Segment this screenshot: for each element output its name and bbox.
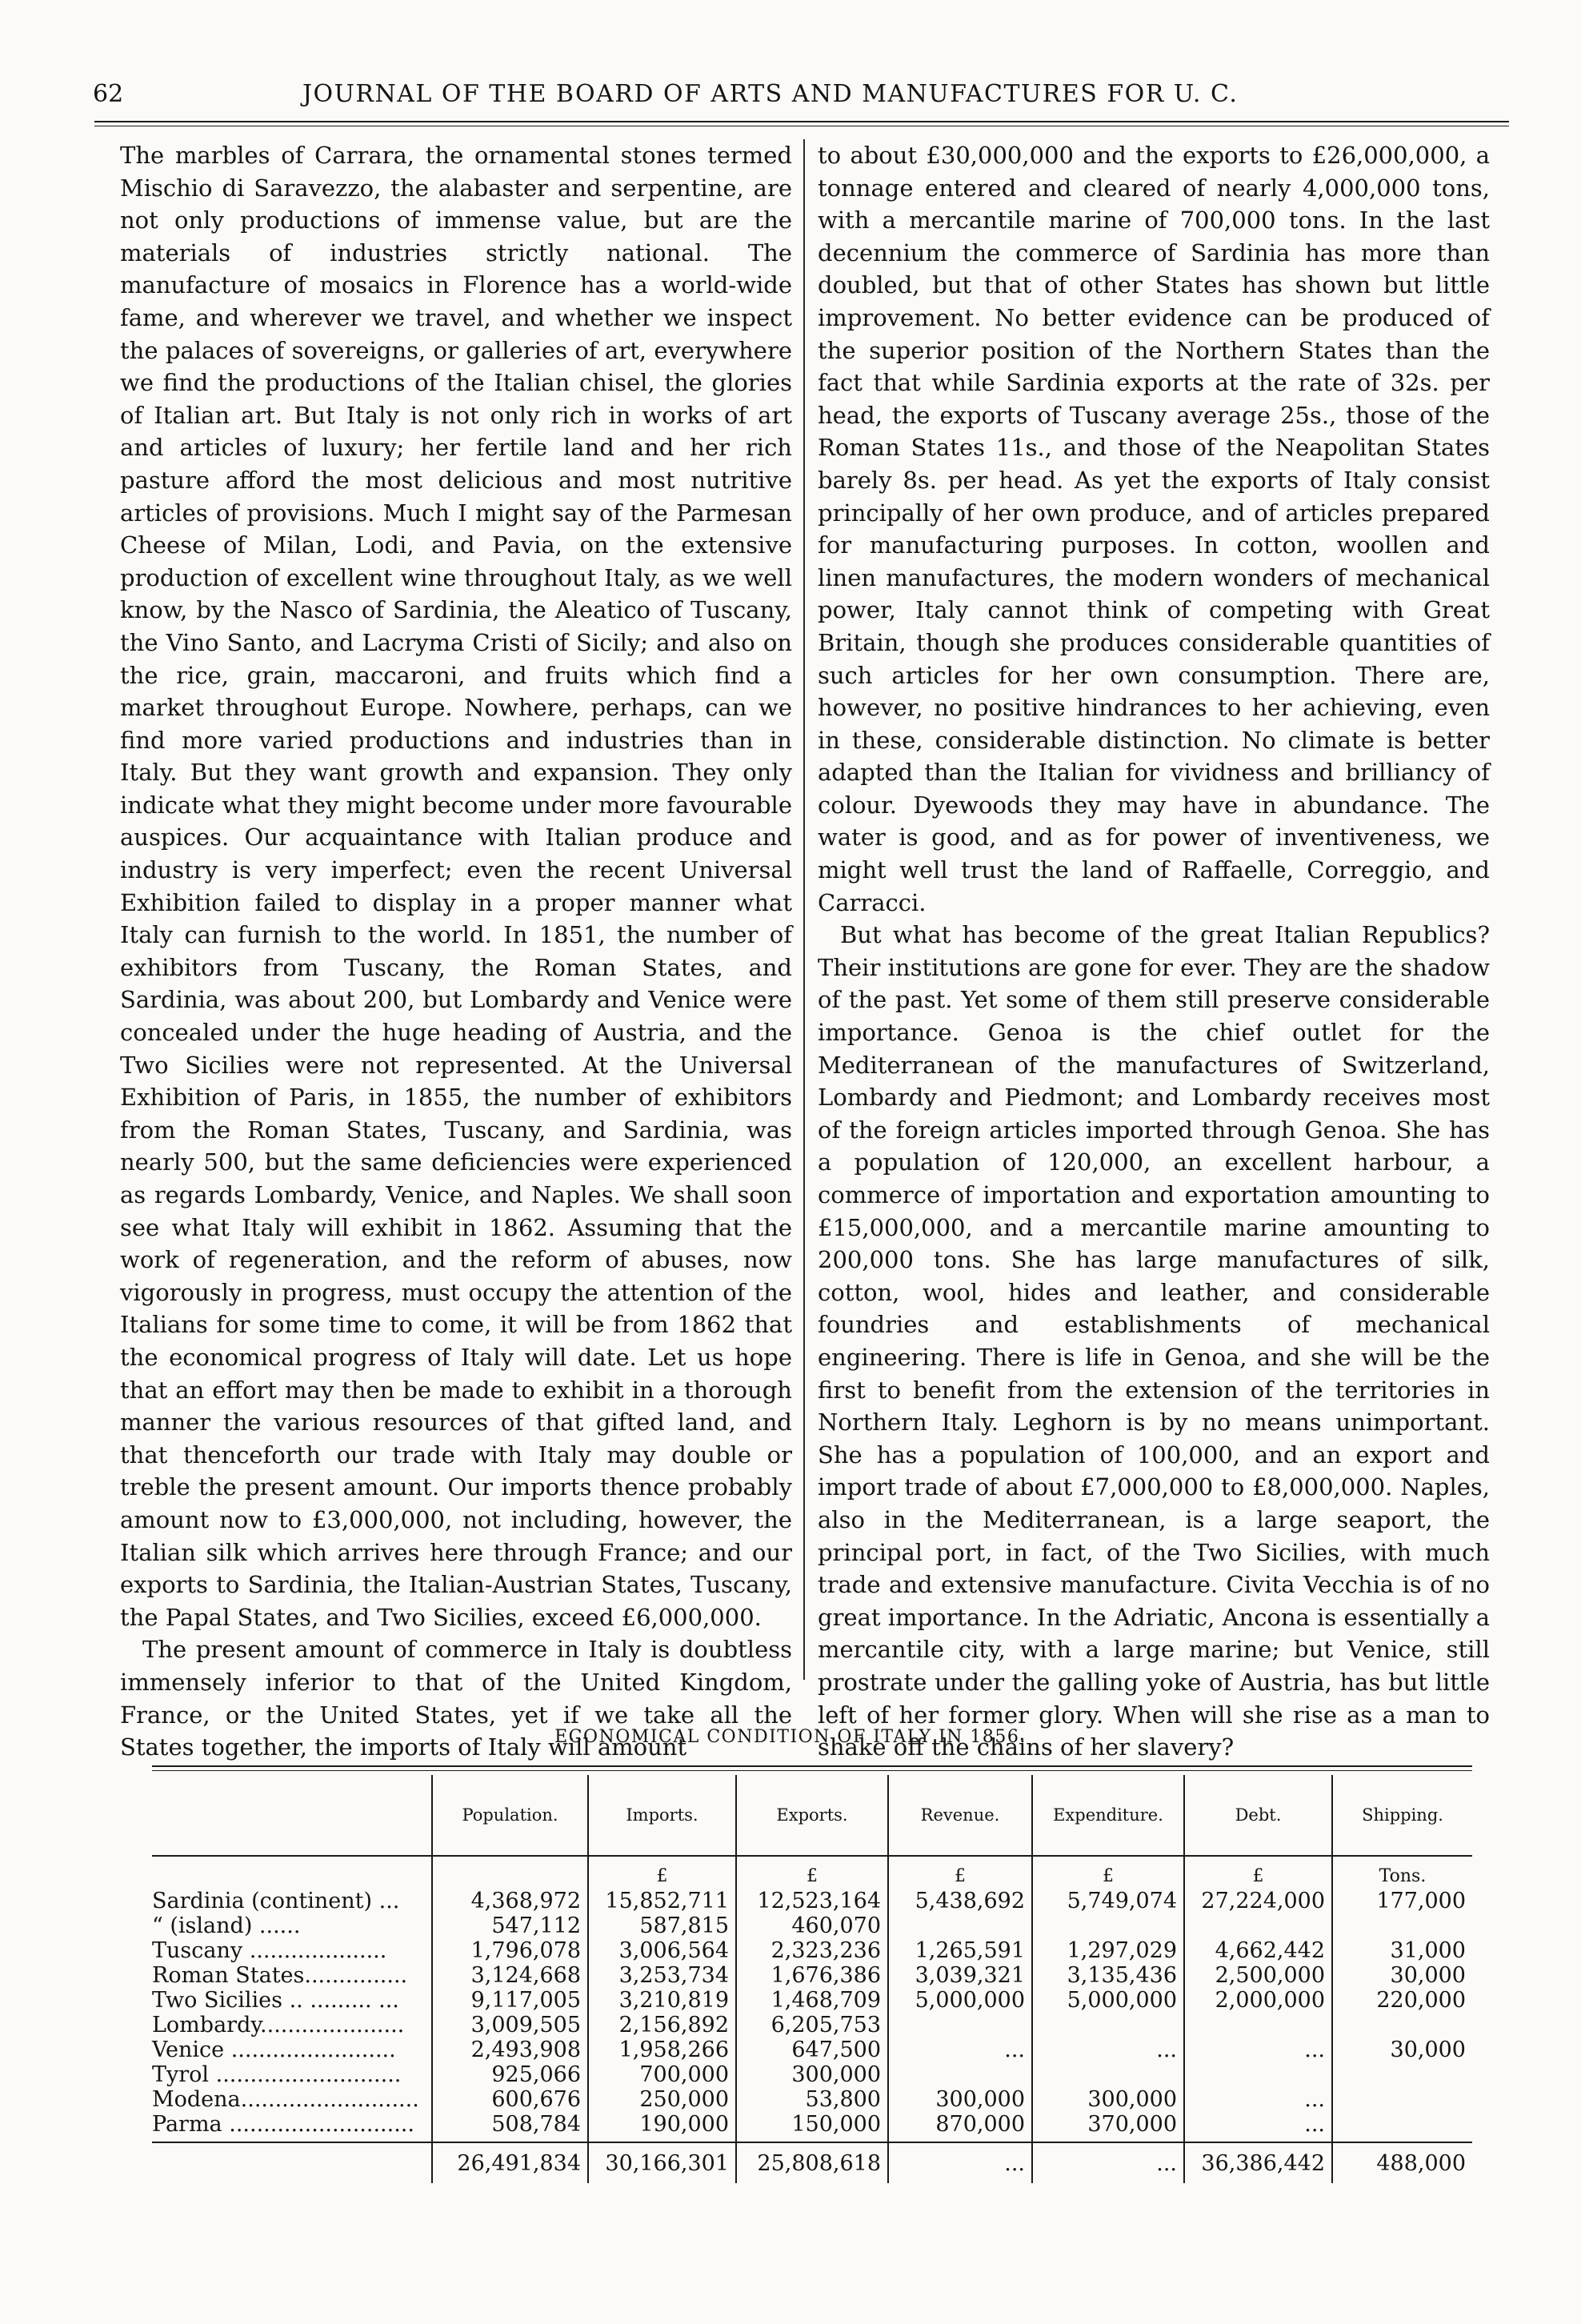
table-row-label: Parma ........................... — [152, 2112, 414, 2137]
table-cell: £ — [1184, 1856, 1332, 1889]
table-row-label: Tuscany .................... — [152, 1938, 387, 1963]
table-cell: 1,468,709 — [736, 1988, 888, 2013]
table-cell: 587,815 — [588, 1913, 736, 1938]
column-divider — [803, 139, 805, 1680]
table-cell: ... — [1032, 2038, 1184, 2062]
table-cell — [888, 2137, 1032, 2142]
table-cell: Tons. — [1332, 1856, 1472, 1889]
table-cell: ... — [1184, 2038, 1332, 2062]
table-cell: 25,808,618 — [736, 2142, 888, 2183]
page-number: 62 — [93, 80, 124, 108]
table-cell: £ — [888, 1856, 1032, 1889]
table-cell — [432, 1856, 588, 1889]
table-cell: 4,368,972 — [432, 1889, 588, 1913]
table-header-revenue: Revenue. — [888, 1775, 1032, 1856]
table-cell — [1032, 2137, 1184, 2142]
table-header-population: Population. — [432, 1775, 588, 1856]
table-header-shipping: Shipping. — [1332, 1775, 1472, 1856]
table-top-rule-secondary — [152, 1770, 1472, 1771]
table-cell — [152, 1856, 432, 1889]
table-cell — [588, 2137, 736, 2142]
table-row-label: Modena.......................... — [152, 2087, 419, 2112]
table-row — [152, 1889, 1472, 1913]
table-row — [152, 1938, 1472, 1963]
table-cell: 460,070 — [736, 1913, 888, 1938]
table-cell: 3,210,819 — [588, 1988, 736, 2013]
table-cell: 1,297,029 — [1032, 1938, 1184, 1963]
table-cell: 2,000,000 — [1184, 1988, 1332, 2013]
table-cell: ... — [1184, 2087, 1332, 2112]
paragraph: to about £30,000,000 and the exports to £26,000,000, a tonnage entered and cleared of nearly 4,000,000 tons, with a mercantile marine of 700,000 tons. In the last decennium the commerce of Sardinia has more than doubled, but that of other States has shown but little improvement. No better evidence can be produced of the superior position of the Northern States than the fact that while Sardinia exports at the rate of 32s. per head, the exports of Tuscany average 25s., those of the Roman States 11s., and those of the Neapolitan States barely 8s. per head. As yet the exports of Italy consist principally of her own produce, and of articles prepared for manufacturing purposes. In cotton, woollen and linen manufactures, the modern wonders of mechanical power, Italy cannot think of competing with Great Britain, though she produces considerable quantities of such articles for her own consumption. There are, however, no positive hindrances to her achieving, even in these, considerable distinction. No climate is better adapted than the Italian for vividness and brilliancy of colour. Dyewoods they may have in abundance. The water is good, and as for power of inventiveness, we might well trust the land of Raffaelle, Correggio, and Carracci. — [818, 142, 1490, 916]
table-cell: 5,438,692 — [888, 1889, 1032, 1913]
header-rule — [94, 121, 1509, 122]
table-cell — [1332, 2137, 1472, 2142]
table-cell: 177,000 — [1332, 1889, 1472, 1913]
table-spacer — [152, 2137, 1472, 2142]
table-cell: 30,000 — [1332, 2038, 1472, 2062]
table-cell: 150,000 — [736, 2112, 888, 2137]
table-cell: ... — [888, 2142, 1032, 2183]
table-cell: 27,224,000 — [1184, 1889, 1332, 1913]
table-cell: 4,662,442 — [1184, 1938, 1332, 1963]
table-row — [152, 2062, 1472, 2087]
table-cell — [152, 2137, 432, 2142]
table-cell: 647,500 — [736, 2038, 888, 2062]
table-cell — [1332, 2087, 1472, 2112]
table-cell: 870,000 — [888, 2112, 1032, 2137]
table-row-label: Roman States............... — [152, 1963, 408, 1988]
table-top-rule — [152, 1765, 1472, 1767]
table-cell: 1,796,078 — [432, 1938, 588, 1963]
table-cell: 3,124,668 — [432, 1963, 588, 1988]
table-cell — [888, 2062, 1032, 2087]
table-cell: 1,265,591 — [888, 1938, 1032, 1963]
table-cell: ... — [1032, 2142, 1184, 2183]
table-caption: ECONOMICAL CONDITION OF ITALY IN 1856. — [554, 1727, 1027, 1747]
table-row — [152, 2038, 1472, 2062]
table-cell — [432, 2137, 588, 2142]
table-row — [152, 2112, 1472, 2137]
table-header-imports: Imports. — [588, 1775, 736, 1856]
table-cell: 9,117,005 — [432, 1988, 588, 2013]
right-column — [818, 139, 1490, 1764]
table-cell — [1332, 2013, 1472, 2038]
table-row — [152, 2013, 1472, 2038]
table-cell: 2,493,908 — [432, 2038, 588, 2062]
table-cell: 3,009,505 — [432, 2013, 588, 2038]
paragraph: But what has become of the great Italian Republics? Their institutions are gone for ever. They are the shadow of the past. Yet some of them still preserve considerable importance. Genoa is the chief outlet for the Mediterranean of the manufactures of Switzerland, Lombardy and Piedmont; and Lombardy receives most of the foreign articles imported through Genoa. She has a population of 120,000, an excellent harbour, a commerce of importation and exportation amounting to £15,000,000, and a mercantile marine amounting to 200,000 tons. She has large manufactures of silk, cotton, wool, hides and leather, and considerable foundries and establishments of mechanical engineering. There is life in Genoa, and she will be the first to benefit from the extension of the territories in Northern Italy. Leghorn is by no means unimportant. She has a population of 100,000, and an export and import trade of about £7,000,000 to £8,000,000. Naples, also in the Mediterranean, is a large seaport, the principal port, in fact, of the Two Sicilies, with much trade and extensive manufacture. Civita Vecchia is of no great importance. In the Adriatic, Ancona is essentially a mercantile city, with a large marine; but Venice, still prostrate under the galling yoke of Austria, has but little left of her former glory. When will she rise as a man to shake off the chains of her slavery? — [818, 921, 1490, 1761]
table-cell — [1184, 2137, 1332, 2142]
table-cell: 488,000 — [1332, 2142, 1472, 2183]
table-row-label: Venice ........................ — [152, 2038, 396, 2062]
table-cell: 3,135,436 — [1032, 1963, 1184, 1988]
table-cell: 700,000 — [588, 2062, 736, 2087]
table-header-corner — [152, 1775, 432, 1856]
table-row-label: Two Sicilies .. ......... ... — [152, 1988, 399, 2013]
table-row — [152, 2087, 1472, 2112]
table-row — [152, 1988, 1472, 2013]
table-cell: 5,000,000 — [1032, 1988, 1184, 2013]
left-column — [120, 139, 792, 1764]
table-cell: 250,000 — [588, 2087, 736, 2112]
table-cell — [888, 2013, 1032, 2038]
table-cell: 370,000 — [1032, 2112, 1184, 2137]
table-cell — [1332, 2112, 1472, 2137]
table-cell: 15,852,711 — [588, 1889, 736, 1913]
table-cell: 925,066 — [432, 2062, 588, 2087]
table-cell — [1184, 1913, 1332, 1938]
table-header-expenditure: Expenditure. — [1032, 1775, 1184, 1856]
table-total-row — [152, 2142, 1472, 2183]
units-row — [152, 1856, 1472, 1889]
table-header-debt: Debt. — [1184, 1775, 1332, 1856]
table-cell — [1332, 1913, 1472, 1938]
table-cell: 1,676,386 — [736, 1963, 888, 1988]
table-cell: 12,523,164 — [736, 1889, 888, 1913]
table-row — [152, 1913, 1472, 1938]
table-row-label — [152, 2142, 432, 2183]
table-cell: 2,156,892 — [588, 2013, 736, 2038]
table-row-label: Lombardy..................... — [152, 2013, 405, 2038]
table-cell: 5,000,000 — [888, 1988, 1032, 2013]
table-cell: 2,500,000 — [1184, 1963, 1332, 1988]
running-head: JOURNAL OF THE BOARD OF ARTS AND MANUFACTURES FOR U. C. — [302, 80, 1239, 108]
table-row — [152, 1963, 1472, 1988]
table-cell: 300,000 — [736, 2062, 888, 2087]
table-cell — [1332, 2062, 1472, 2087]
table-cell: ... — [1184, 2112, 1332, 2137]
table-cell: 36,386,442 — [1184, 2142, 1332, 2183]
table-cell: 2,323,236 — [736, 1938, 888, 1963]
table-cell: 1,958,266 — [588, 2038, 736, 2062]
economic-table — [152, 1775, 1472, 2183]
table-cell: 5,749,074 — [1032, 1889, 1184, 1913]
table-cell — [1032, 2013, 1184, 2038]
table-cell: 30,000 — [1332, 1963, 1472, 1988]
table-cell: 53,800 — [736, 2087, 888, 2112]
table-cell: 508,784 — [432, 2112, 588, 2137]
table-cell: 3,253,734 — [588, 1963, 736, 1988]
table-cell: 31,000 — [1332, 1938, 1472, 1963]
table-row-label: Sardinia (continent) ... — [152, 1889, 400, 1913]
table-header-row — [152, 1775, 1472, 1856]
table-cell: 6,205,753 — [736, 2013, 888, 2038]
table-cell — [1184, 2062, 1332, 2087]
table-row-label: “ (island) ...... — [152, 1913, 301, 1938]
table-cell — [888, 1913, 1032, 1938]
table-cell — [1184, 2013, 1332, 2038]
table-cell — [1032, 1913, 1184, 1938]
table-cell — [1032, 2062, 1184, 2087]
table-cell: 300,000 — [1032, 2087, 1184, 2112]
table-header-exports: Exports. — [736, 1775, 888, 1856]
table-cell: 220,000 — [1332, 1988, 1472, 2013]
table-cell: 547,112 — [432, 1913, 588, 1938]
table-row-label: Tyrol ........................... — [152, 2062, 402, 2087]
table-cell — [736, 2137, 888, 2142]
table-cell: £ — [736, 1856, 888, 1889]
table-cell: £ — [588, 1856, 736, 1889]
table-cell: 3,039,321 — [888, 1963, 1032, 1988]
table-cell: 300,000 — [888, 2087, 1032, 2112]
table-body — [152, 1856, 1472, 2183]
paragraph: The marbles of Carrara, the ornamental stones termed Mischio di Saravezzo, the alabaster and serpentine, are not only productions of immense value, but are the materials of industries strictly national. The manufacture of mosaics in Florence has a world-wide fame, and wherever we travel, and whether we inspect the palaces of sovereigns, or galleries of art, everywhere we find the productions of the Italian chisel, the glories of Italian art. But Italy is not only rich in works of art and articles of luxury; her fertile land and her rich pasture afford the most delicious and most nutritive articles of provisions. Much I might say of the Parmesan Cheese of Milan, Lodi, and Pavia, on the extensive production of excellent wine throughout Italy, as we well know, by the Nasco of Sardinia, the Aleatico of Tuscany, the Vino Santo, and Lacryma Cristi of Sicily; and also on the rice, grain, maccaroni, and fruits which find a market throughout Europe. Nowhere, perhaps, can we find more varied productions and industries than in Italy. But they want growth and expansion. They only indicate what they might become under more favourable auspices. Our acquaintance with Italian produce and industry is very imperfect; even the recent Universal Exhibition failed to display in a proper manner what Italy can furnish to the world. In 1851, the number of exhibitors from Tuscany, the Roman States, and Sardinia, was about 200, but Lombardy and Venice were concealed under the huge heading of Austria, and the Two Sicilies were not represented. At the Universal Exhibition of Paris, in 1855, the number of exhibitors from the Roman States, Tuscany, and Sardinia, was nearly 500, but the same deficiencies were experienced as regards Lombardy, Venice, and Naples. We shall soon see what Italy will exhibit in 1862. Assuming that the work of regeneration, and the reform of abuses, now vigorously in progress, must occupy the attention of the Italians for some time to come, it will be from 1862 that the economical progress of Italy will date. Let us hope that an effort may then be made to exhibit in a thorough manner the various resources of that gifted land, and that thenceforth our trade with Italy may double or treble the present amount. Our imports thence probably amount now to £3,000,000, not including, however, the Italian silk which arrives here through France; and our exports to Sardinia, the Italian-Austrian States, Tuscany, the Papal States, and Two Sicilies, exceed £6,000,000. — [120, 142, 792, 1631]
table-cell: 190,000 — [588, 2112, 736, 2137]
table-cell: 30,166,301 — [588, 2142, 736, 2183]
table-cell: 3,006,564 — [588, 1938, 736, 1963]
table-cell: £ — [1032, 1856, 1184, 1889]
table-cell: ... — [888, 2038, 1032, 2062]
table-cell: 600,676 — [432, 2087, 588, 2112]
paragraph: The present amount of commerce in Italy is doubtless immensely inferior to that of the United Kingdom, France, or the United States, yet if we take all the States together, the imports of Italy will amount — [120, 1636, 792, 1761]
table-cell: 26,491,834 — [432, 2142, 588, 2183]
